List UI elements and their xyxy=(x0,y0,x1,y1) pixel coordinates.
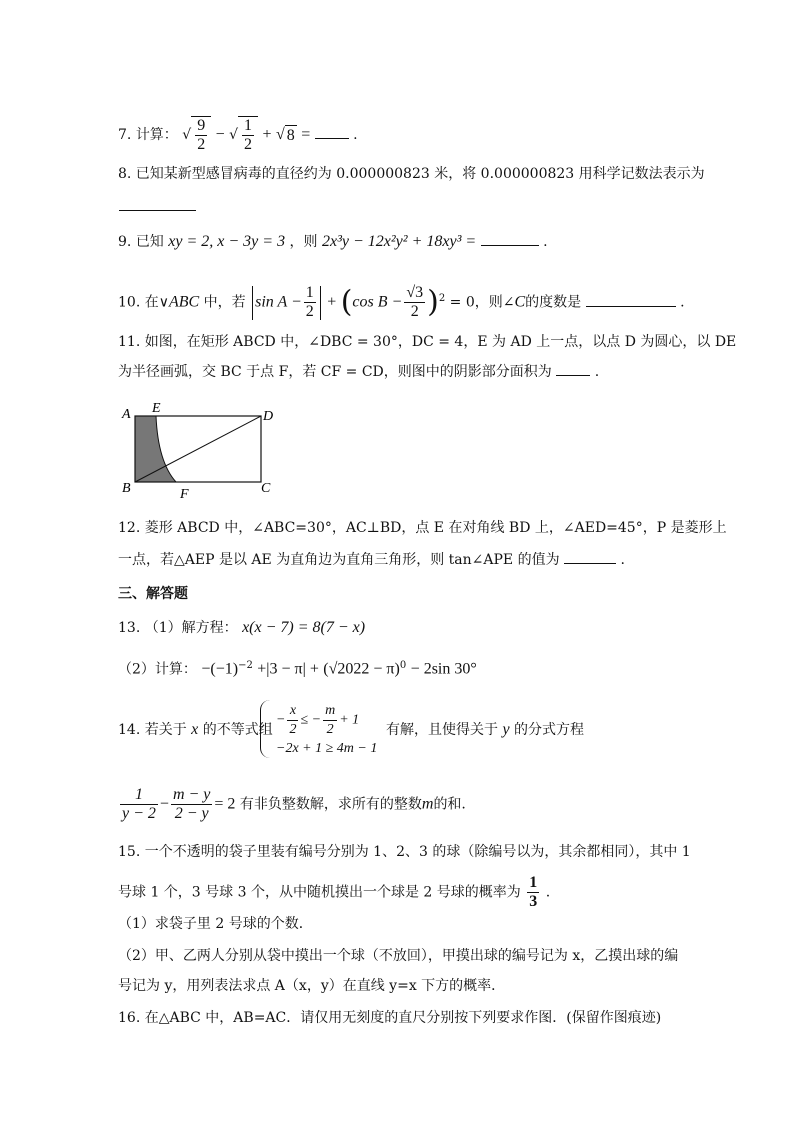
plus-sign: + xyxy=(262,126,272,143)
question-12-line-1 xyxy=(118,518,727,538)
exponent-neg-2: −2 xyxy=(238,660,253,671)
question-13-part-1 xyxy=(118,618,365,638)
question-7-lead: 计算： xyxy=(135,127,178,143)
question-10-equals: = 0，则∠ xyxy=(449,294,515,311)
label-c: C xyxy=(261,481,271,496)
term-sin: − 2sin 30° xyxy=(410,660,477,678)
sqrt-9-over-2: √ $\frac{9}{2}$ xyxy=(182,116,211,154)
question-8-text: 8. 已知某新型感冒病毒的直径约为 0.000000823 米，将 0.000000823 用科学记数法表示为 xyxy=(118,166,705,182)
period: . xyxy=(353,127,358,143)
question-9 xyxy=(118,232,548,252)
exponent-zero: 0 xyxy=(399,660,407,671)
question-15-text-1: 15. 一个不透明的袋子里装有编号分别为 1、2、3 的球（除编号以为，其余都相同），其中 1 xyxy=(118,844,691,860)
question-7-number: 7. xyxy=(118,127,132,143)
paren-close: ) xyxy=(427,284,439,320)
abs-bar-right xyxy=(320,286,321,320)
label-f: F xyxy=(180,487,189,502)
answer-blank xyxy=(481,245,539,246)
question-9-expression: 2x³y − 12x²y² + 18xy³ = xyxy=(321,233,477,250)
question-14-line-1-tail xyxy=(386,720,584,740)
question-8-blank xyxy=(119,210,196,211)
period: . xyxy=(680,294,685,311)
question-15-line-1 xyxy=(118,842,691,862)
question-8 xyxy=(118,164,705,184)
question-14-tail-2: 的分式方程 xyxy=(514,722,585,738)
term-root-paren: (√2022 − π) xyxy=(323,660,400,678)
question-16: 16. 在△ABC 中，AB=AC．请仅用无刻度的直尺分别按下列要求作图．(保留作图痕迹) xyxy=(118,1010,662,1026)
answer-blank xyxy=(564,563,616,564)
question-10-number: 10. xyxy=(118,294,141,311)
question-14-tail-3: 有非负整数解，求所有的整数 xyxy=(239,796,422,813)
variable-x: x xyxy=(191,721,199,738)
fraction-m-y: $\frac{m - y}{2 - y}$ xyxy=(172,786,211,822)
question-12-text-2: 一点，若△AEP 是以 AE 为直角边为直角三角形，则 tan∠APE 的值为 xyxy=(118,552,560,568)
question-13-lead-1: 13. （1）解方程： xyxy=(118,620,238,636)
fraction-1-over-y-2: $\frac{1}{y - 2}$ xyxy=(122,786,156,822)
rectangle-figure xyxy=(118,400,298,500)
question-14-line-1 xyxy=(118,720,273,740)
sqrt-8: √ 8 xyxy=(275,126,295,144)
question-9-lead: 已知 xyxy=(135,234,164,250)
inequality-2: −2x + 1 ≥ 4m − 1 xyxy=(276,741,378,756)
question-10 xyxy=(118,284,685,321)
answer-blank xyxy=(586,306,676,307)
period: . xyxy=(543,234,548,250)
question-13-lead-2: （2）计算： xyxy=(118,661,197,678)
period: . xyxy=(545,884,551,901)
abs-bar-left xyxy=(252,286,253,320)
period: . xyxy=(620,552,625,568)
section-3-heading: 三、解答题 xyxy=(118,586,188,602)
period: . xyxy=(594,364,600,380)
question-15-sub-2-line-1: （2）甲、乙两人分别从袋中摸出一个球（不放回），甲摸出球的编号记为 x，乙摸出球的编 xyxy=(118,948,679,964)
question-13-equation: x(x − 7) = 8(7 − x) xyxy=(242,619,366,636)
label-a: A xyxy=(122,407,131,422)
plus-sign: + xyxy=(327,293,337,311)
paren-open: ( xyxy=(340,284,353,320)
question-15-sub-2-line-2: 号记为 y，用列表法求点 A（x，y）在直线 y=x 下方的概率． xyxy=(118,978,506,994)
label-e: E xyxy=(152,401,161,416)
question-14-tail-4: 的和. xyxy=(433,796,466,813)
fraction-root3-2: $\frac{√3}{2}$ xyxy=(406,284,424,320)
question-9-number: 9. xyxy=(118,234,132,250)
equals-sign: = xyxy=(301,126,311,143)
question-11-line-1 xyxy=(118,332,736,352)
question-14-tail: 有解，且使得关于 xyxy=(386,722,498,738)
cos-term: cos B − xyxy=(352,293,403,311)
label-b: B xyxy=(122,481,131,496)
question-15-line-2 xyxy=(118,874,550,911)
question-14-mid: 的不等式组 xyxy=(202,722,273,738)
angle-c: C xyxy=(514,293,526,311)
system-brace xyxy=(260,700,271,758)
variable-y: y xyxy=(502,721,510,738)
question-11-text-2: 为半径画弧，交 BC 于点 F，若 CF = CD，则图中的阴影部分面积为 xyxy=(118,364,552,380)
minus-sign: − xyxy=(215,126,225,143)
shaded-region xyxy=(135,416,176,482)
variable-m: m xyxy=(421,795,434,813)
question-13-part-2 xyxy=(118,656,477,680)
answer-blank xyxy=(315,138,349,139)
question-12-text-1: 12. 菱形 ABCD 中，∠ABC=30°，AC⊥BD，点 E 在对角线 BD 上，∠AED=45°，P 是菱形上 xyxy=(118,520,727,536)
inequality-1: − $\frac{x}{2}$ ≤ − $\frac{m}{2}$ + 1 xyxy=(276,703,360,737)
square-exponent: 2 xyxy=(438,292,446,304)
question-14-line-2 xyxy=(118,786,466,823)
question-11-text-1: 11. 如图，在矩形 ABCD 中，∠DBC = 30°，DC = 4，E 为 AD 上一点，以点 D 为圆心，以 DE xyxy=(118,334,737,350)
question-15-sub-1: （1）求袋子里 2 号球的个数． xyxy=(118,916,313,932)
sqrt-1-over-2: √ $\frac{1}{2}$ xyxy=(229,116,258,154)
minus-sign: − xyxy=(159,795,169,813)
question-12-line-2 xyxy=(118,550,625,570)
question-11-line-2 xyxy=(118,362,599,382)
term-abs: +|3 − π| + xyxy=(257,660,319,678)
question-14-lead: 14. 若关于 xyxy=(118,722,187,738)
question-7 xyxy=(118,116,358,154)
question-9-condition: xy = 2, x − 3y = 3 xyxy=(168,233,286,250)
answer-blank xyxy=(556,375,590,376)
question-10-mid: 中，若 xyxy=(203,294,246,311)
probability-fraction: $\frac{1}{3}$ xyxy=(529,874,538,910)
question-10-lead: 在∨ xyxy=(144,294,169,311)
label-d: D xyxy=(263,409,274,424)
question-9-mid: ，则 xyxy=(289,234,318,250)
question-10-tail: 的度数是 xyxy=(525,294,582,311)
question-15-text-2: 号球 1 个，3 号球 3 个，从中随机摸出一个球是 2 号球的概率为 xyxy=(118,884,521,901)
fraction-1-2: $\frac{1}{2}$ xyxy=(305,284,314,320)
term-neg-one: −(−1) xyxy=(201,660,239,678)
triangle-name: ABC xyxy=(168,293,200,311)
equals-2: = 2 xyxy=(214,795,236,813)
sin-term: sin A − xyxy=(255,293,302,311)
